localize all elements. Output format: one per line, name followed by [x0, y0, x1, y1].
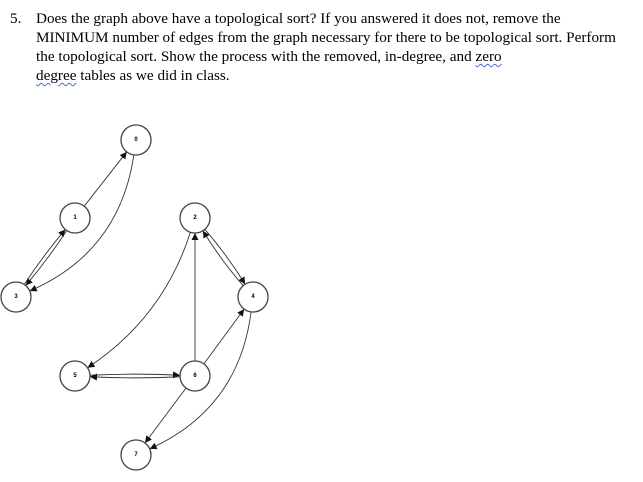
- node-0-label: 0: [134, 137, 138, 143]
- edge-3-to-1: [24, 229, 65, 284]
- edge-2-to-5: [88, 232, 191, 367]
- node-5-label: 5: [73, 373, 77, 379]
- node-1: [60, 203, 90, 233]
- node-3: [1, 282, 31, 312]
- node-3-label: 3: [14, 294, 18, 300]
- node-7-label: 7: [134, 452, 138, 458]
- question-text-end: tables as we did in class.: [76, 67, 230, 84]
- graph-edges: [24, 152, 251, 449]
- node-4-label: 4: [251, 294, 255, 300]
- spellcheck-word-zero: zero: [475, 48, 502, 65]
- node-6-label: 6: [193, 373, 197, 379]
- edge-1-to-3: [26, 231, 67, 286]
- question-text-main: Does the graph above have a topological sort? If you answered it does not, remove the MINIMUM number of edges from the graph necessary for there to be topological sort. Perform the topological sort. Show the process with the removed, in-degree, and: [36, 10, 616, 65]
- edge-4-to-2: [203, 231, 243, 286]
- node-2: [180, 203, 210, 233]
- node-7: [121, 440, 151, 470]
- graph-nodes: [1, 125, 268, 470]
- node-0: [121, 125, 151, 155]
- node-1-label: 1: [73, 215, 77, 221]
- question-number: 5.: [10, 10, 22, 27]
- edge-1-to-0: [84, 152, 127, 206]
- edge-6-to-5: [90, 377, 180, 378]
- node-2-label: 2: [193, 215, 197, 221]
- edge-6-to-4: [204, 309, 244, 364]
- edge-6-to-7: [145, 388, 186, 443]
- node-6: [180, 361, 210, 391]
- spellcheck-word-degree: degree: [36, 67, 77, 84]
- node-5: [60, 361, 90, 391]
- edge-2-to-4: [205, 229, 245, 284]
- edge-5-to-6: [90, 374, 180, 375]
- node-4: [238, 282, 268, 312]
